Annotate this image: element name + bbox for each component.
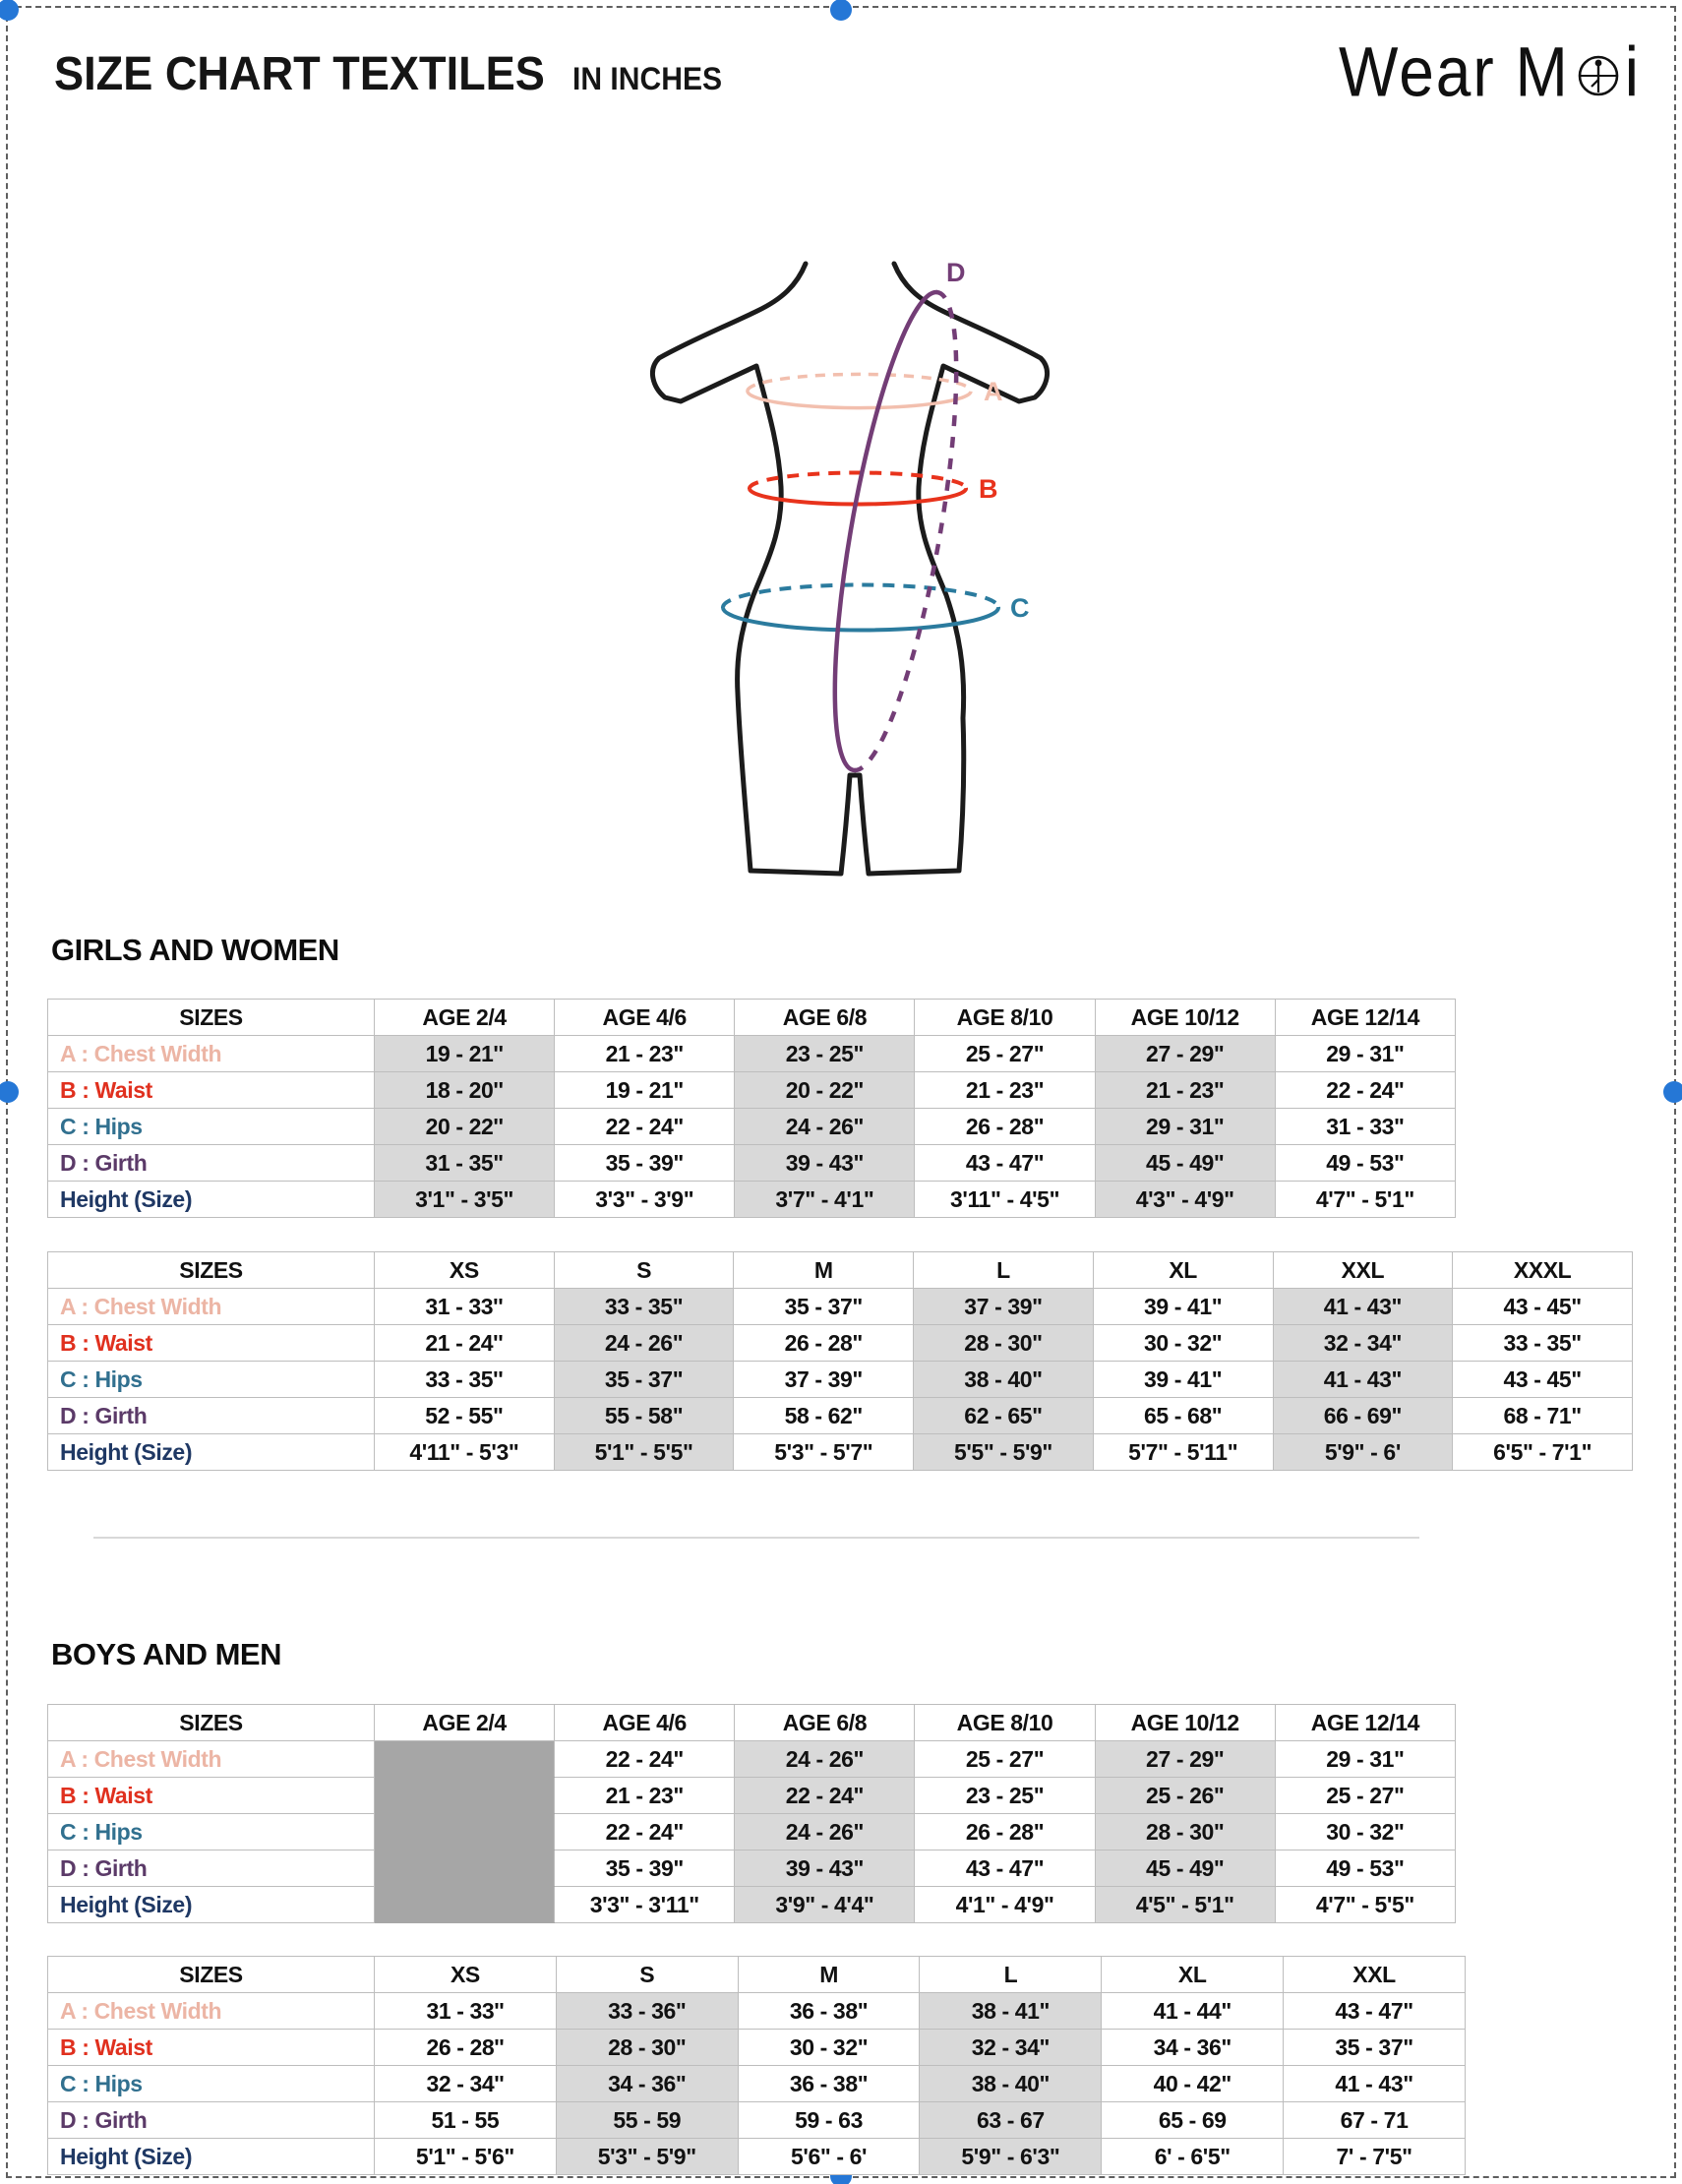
table-row [48,1182,1456,1218]
column-header: L [914,1252,1094,1289]
table-row [48,1398,1633,1434]
row-label: Height (Size) [48,1182,375,1218]
size-cell: 27 - 29" [1095,1036,1275,1072]
row-label: D : Girth [48,1850,375,1887]
table-row [48,1109,1456,1145]
size-cell: 38 - 40" [914,1362,1094,1398]
selection-handle-middle-left[interactable] [0,1081,19,1103]
size-cell: 63 - 67 [920,2102,1102,2139]
boys-age-table [47,1704,1456,1923]
size-cell: 19 - 21" [555,1072,735,1109]
row-label: C : Hips [48,1109,375,1145]
size-cell: 20 - 22" [735,1072,915,1109]
size-cell: 36 - 38" [738,1993,920,2030]
header-row [48,1000,1456,1036]
size-cell: 3'3" - 3'9" [555,1182,735,1218]
size-cell: 19 - 21'' [375,1036,555,1072]
column-header: AGE 2/4 [375,1705,555,1741]
size-cell: 37 - 39" [914,1289,1094,1325]
size-cell: 21 - 23" [555,1778,735,1814]
section-heading-boys-and-men: BOYS AND MEN [51,1637,281,1671]
size-cell: 35 - 39" [555,1850,735,1887]
size-cell: 31 - 33'' [375,1289,555,1325]
selection-handle-top-left[interactable] [0,0,19,21]
size-cell: 22 - 24" [1275,1072,1455,1109]
size-cell: 29 - 31" [1095,1109,1275,1145]
size-cell: 5'1" - 5'6" [375,2139,557,2175]
selection-handle-middle-right[interactable] [1663,1081,1682,1103]
size-cell: 39 - 41" [1093,1289,1273,1325]
size-cell: 25 - 27" [915,1036,1095,1072]
column-header: XL [1102,1957,1284,1993]
size-cell: 34 - 36" [556,2066,738,2102]
size-cell: 28 - 30" [914,1325,1094,1362]
logo-text-left: Wear M [1338,31,1570,112]
size-cell: 45 - 49" [1095,1145,1275,1182]
size-cell: 5'6" - 6' [738,2139,920,2175]
size-cell: 67 - 71 [1284,2102,1466,2139]
table-row [48,1741,1456,1778]
size-cell: 26 - 28" [734,1325,914,1362]
size-table [47,1251,1633,1471]
size-cell: 39 - 43" [735,1850,915,1887]
header-row [48,1957,1466,1993]
size-cell: 21 - 23" [1095,1072,1275,1109]
label-a: A [984,377,1003,406]
row-label: Height (Size) [48,2139,375,2175]
column-header: AGE 12/14 [1275,1705,1455,1741]
row-label: D : Girth [48,2102,375,2139]
table-row [48,1072,1456,1109]
row-label: A : Chest Width [48,1993,375,2030]
table-row [48,2066,1466,2102]
column-header: S [554,1252,734,1289]
column-header: AGE 8/10 [915,1705,1095,1741]
size-cell: 51 - 55 [375,2102,557,2139]
size-cell: 38 - 41" [920,1993,1102,2030]
size-cell: 58 - 62" [734,1398,914,1434]
size-cell: 23 - 25" [735,1036,915,1072]
size-cell: 29 - 31" [1275,1036,1455,1072]
column-header: XXXL [1453,1252,1633,1289]
size-cell: 23 - 25" [915,1778,1095,1814]
size-cell: 6'5" - 7'1" [1453,1434,1633,1471]
label-d: D [946,258,966,287]
size-cell: 35 - 37" [1284,2030,1466,2066]
size-cell: 32 - 34" [920,2030,1102,2066]
sizes-header: SIZES [48,1957,375,1993]
row-label: Height (Size) [48,1887,375,1923]
size-cell: 4'5" - 5'1" [1095,1887,1275,1923]
section-divider [93,1537,1419,1539]
column-header: S [556,1957,738,1993]
size-table [47,1704,1456,1923]
size-cell: 24 - 26" [735,1109,915,1145]
table-row [48,1778,1456,1814]
size-cell: 20 - 22'' [375,1109,555,1145]
wear-moi-logo [1338,31,1641,112]
size-cell: 45 - 49" [1095,1850,1275,1887]
logo-text-right: i [1624,31,1641,112]
size-cell: 5'9" - 6' [1273,1434,1453,1471]
size-cell: 65 - 68" [1093,1398,1273,1434]
header-row [48,1252,1633,1289]
row-label: A : Chest Width [48,1289,375,1325]
size-cell: 41 - 43" [1273,1362,1453,1398]
size-cell: 35 - 37" [554,1362,734,1398]
size-cell: 22 - 24" [555,1741,735,1778]
size-table [47,1956,1466,2175]
label-b: B [979,474,998,504]
size-cell: 55 - 59 [556,2102,738,2139]
column-header: XXL [1284,1957,1466,1993]
column-header: XXL [1273,1252,1453,1289]
size-cell [375,1850,555,1887]
size-cell: 21 - 23" [555,1036,735,1072]
size-cell: 3'11" - 4'5" [915,1182,1095,1218]
body-measurement-diagram [602,236,1094,910]
section-heading-girls-and-women: GIRLS AND WOMEN [51,933,339,967]
size-cell: 40 - 42" [1102,2066,1284,2102]
table-row [48,1887,1456,1923]
table-row [48,1993,1466,2030]
size-cell: 29 - 31" [1275,1741,1455,1778]
dancer-o-icon [1574,49,1623,103]
size-cell: 68 - 71" [1453,1398,1633,1434]
column-header: AGE 4/6 [555,1000,735,1036]
size-cell: 6' - 6'5" [1102,2139,1284,2175]
header-row [48,1705,1456,1741]
size-cell: 59 - 63 [738,2102,920,2139]
column-header: L [920,1957,1102,1993]
size-cell: 22 - 24" [735,1778,915,1814]
row-label: D : Girth [48,1398,375,1434]
size-cell: 25 - 27" [915,1741,1095,1778]
size-cell: 25 - 27" [1275,1778,1455,1814]
column-header: XL [1093,1252,1273,1289]
women-letter-size-table [47,1251,1633,1471]
size-cell: 43 - 45" [1453,1362,1633,1398]
size-cell: 31 - 35" [375,1145,555,1182]
size-cell: 35 - 37" [734,1289,914,1325]
row-label: C : Hips [48,1362,375,1398]
size-cell: 66 - 69" [1273,1398,1453,1434]
men-letter-size-table [47,1956,1466,2175]
size-cell: 5'9" - 6'3" [920,2139,1102,2175]
column-header: AGE 12/14 [1275,1000,1455,1036]
size-cell: 35 - 39" [555,1145,735,1182]
size-cell: 39 - 43" [735,1145,915,1182]
hips-ellipse-dashed [723,585,998,608]
label-c: C [1010,593,1030,623]
size-cell: 3'7" - 4'1" [735,1182,915,1218]
table-row [48,1289,1633,1325]
size-cell: 32 - 34" [1273,1325,1453,1362]
size-cell: 62 - 65" [914,1398,1094,1434]
column-header: AGE 2/4 [375,1000,555,1036]
size-cell: 65 - 69 [1102,2102,1284,2139]
title-units: IN INCHES [572,61,723,96]
size-cell: 28 - 30" [1095,1814,1275,1850]
girth-loop-dashed [855,292,956,770]
size-cell: 24 - 26" [735,1741,915,1778]
size-cell [375,1741,555,1778]
size-cell: 30 - 32" [1275,1814,1455,1850]
size-cell: 55 - 58" [554,1398,734,1434]
selection-handle-top-center[interactable] [830,0,852,21]
size-cell: 7' - 7'5" [1284,2139,1466,2175]
size-cell: 33 - 35" [1453,1325,1633,1362]
title-text: SIZE CHART TEXTILES [54,48,545,100]
column-header: M [734,1252,914,1289]
size-cell: 25 - 26" [1095,1778,1275,1814]
size-cell: 30 - 32" [738,2030,920,2066]
table-row [48,1145,1456,1182]
row-label: B : Waist [48,1778,375,1814]
size-cell: 4'3" - 4'9" [1095,1182,1275,1218]
size-cell: 27 - 29" [1095,1741,1275,1778]
column-header: XS [375,1957,557,1993]
size-cell: 3'9" - 4'4" [735,1887,915,1923]
size-cell: 33 - 36" [556,1993,738,2030]
table-row [48,2102,1466,2139]
body-outline [652,264,1047,874]
column-header: AGE 6/8 [735,1000,915,1036]
size-cell: 24 - 26" [735,1814,915,1850]
size-cell: 4'7" - 5'5" [1275,1887,1455,1923]
row-label: A : Chest Width [48,1036,375,1072]
row-label: B : Waist [48,2030,375,2066]
page-title [54,47,732,101]
column-header: AGE 4/6 [555,1705,735,1741]
row-label: A : Chest Width [48,1741,375,1778]
table-row [48,1850,1456,1887]
size-cell: 39 - 41" [1093,1362,1273,1398]
size-cell: 28 - 30" [556,2030,738,2066]
size-cell: 4'1" - 4'9" [915,1887,1095,1923]
table-row [48,2030,1466,2066]
size-cell: 43 - 47" [915,1850,1095,1887]
column-header: AGE 8/10 [915,1000,1095,1036]
column-header: AGE 6/8 [735,1705,915,1741]
table-row [48,1362,1633,1398]
size-cell: 21 - 23" [915,1072,1095,1109]
size-cell: 26 - 28" [915,1814,1095,1850]
column-header: AGE 10/12 [1095,1000,1275,1036]
size-cell: 3'1" - 3'5" [375,1182,555,1218]
size-cell: 43 - 47" [915,1145,1095,1182]
size-cell: 41 - 43" [1284,2066,1466,2102]
size-cell: 5'3" - 5'7" [734,1434,914,1471]
row-label: D : Girth [48,1145,375,1182]
size-cell: 41 - 43" [1273,1289,1453,1325]
column-header: AGE 10/12 [1095,1705,1275,1741]
size-cell [375,1814,555,1850]
size-cell: 31 - 33'' [375,1993,557,2030]
size-cell: 52 - 55" [375,1398,555,1434]
girls-age-table [47,999,1456,1218]
size-cell: 26 - 28" [915,1109,1095,1145]
sizes-header: SIZES [48,1000,375,1036]
table-row [48,1434,1633,1471]
size-cell: 5'1" - 5'5" [554,1434,734,1471]
size-cell: 24 - 26" [554,1325,734,1362]
size-cell: 26 - 28'' [375,2030,557,2066]
size-cell: 32 - 34'' [375,2066,557,2102]
size-cell: 37 - 39" [734,1362,914,1398]
size-cell: 33 - 35" [554,1289,734,1325]
size-cell: 4'11" - 5'3" [375,1434,555,1471]
size-cell: 18 - 20'' [375,1072,555,1109]
column-header: XS [375,1252,555,1289]
size-cell: 43 - 47" [1284,1993,1466,2030]
column-header: M [738,1957,920,1993]
table-row [48,2139,1466,2175]
size-cell: 49 - 53" [1275,1850,1455,1887]
table-row [48,1325,1633,1362]
size-table [47,999,1456,1218]
size-cell: 21 - 24'' [375,1325,555,1362]
size-cell: 41 - 44" [1102,1993,1284,2030]
size-cell: 22 - 24" [555,1814,735,1850]
size-cell [375,1887,555,1923]
size-cell: 36 - 38" [738,2066,920,2102]
row-label: C : Hips [48,2066,375,2102]
size-cell: 4'7" - 5'1" [1275,1182,1455,1218]
row-label: B : Waist [48,1072,375,1109]
size-cell: 38 - 40" [920,2066,1102,2102]
size-cell: 5'7" - 5'11" [1093,1434,1273,1471]
size-cell: 30 - 32" [1093,1325,1273,1362]
size-cell: 33 - 35'' [375,1362,555,1398]
size-cell: 31 - 33" [1275,1109,1455,1145]
size-cell: 3'3" - 3'11" [555,1887,735,1923]
size-cell [375,1778,555,1814]
sizes-header: SIZES [48,1705,375,1741]
size-cell: 49 - 53" [1275,1145,1455,1182]
sizes-header: SIZES [48,1252,375,1289]
size-cell: 5'5" - 5'9" [914,1434,1094,1471]
size-cell: 43 - 45" [1453,1289,1633,1325]
row-label: Height (Size) [48,1434,375,1471]
size-cell: 22 - 24" [555,1109,735,1145]
table-row [48,1814,1456,1850]
size-cell: 5'3" - 5'9" [556,2139,738,2175]
row-label: B : Waist [48,1325,375,1362]
table-row [48,1036,1456,1072]
size-cell: 34 - 36" [1102,2030,1284,2066]
row-label: C : Hips [48,1814,375,1850]
